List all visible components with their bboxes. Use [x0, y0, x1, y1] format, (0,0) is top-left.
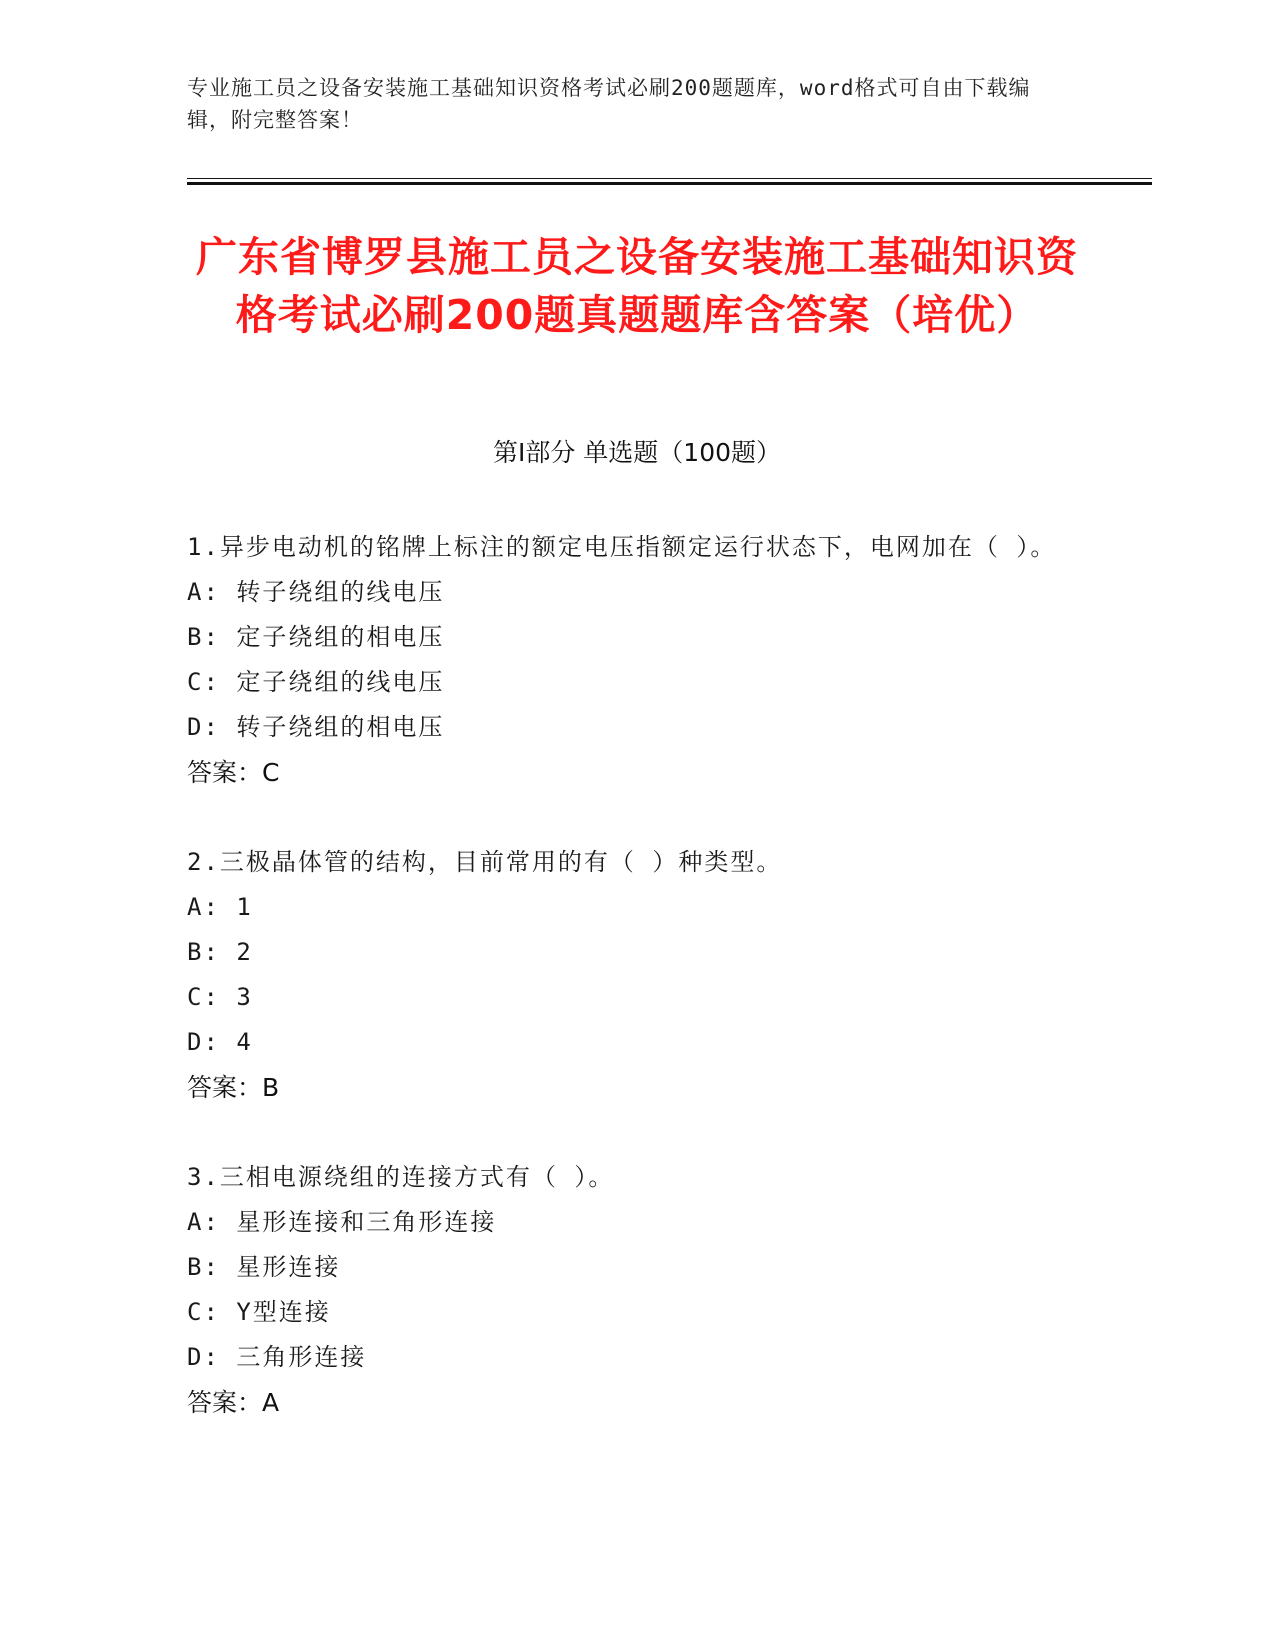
- question-3: [187, 1155, 1067, 1425]
- answer-value: B: [262, 1073, 280, 1102]
- header-note: 专业施工员之设备安装施工基础知识资格考试必刷200题题库，word格式可自由下载编辑，附完整答案！: [187, 76, 1031, 132]
- option-b: B: 2: [187, 938, 253, 966]
- option-d: D: 三角形连接: [187, 1343, 367, 1371]
- question-stem: 1.异步电动机的铭牌上标注的额定电压指额定运行状态下，电网加在（ ）。: [187, 533, 1057, 561]
- answer-value: A: [262, 1388, 280, 1417]
- answer-label: 答案：: [187, 1073, 263, 1102]
- option-c: C: Y型连接: [187, 1298, 331, 1326]
- header-divider-thick: [187, 182, 1152, 185]
- option-c: C: 定子绕组的线电压: [187, 668, 445, 696]
- document-title: 广东省博罗县施工员之设备安装施工基础知识资格考试必刷200题真题题库含答案（培优）: [196, 233, 1078, 339]
- question-1: [187, 525, 1067, 795]
- answer-value: C: [262, 758, 280, 787]
- option-a: A: 星形连接和三角形连接: [187, 1208, 497, 1236]
- answer-label: 答案：: [187, 1388, 263, 1417]
- answer-label: 答案：: [187, 758, 263, 787]
- option-b: B: 星形连接: [187, 1253, 341, 1281]
- question-stem: 2.三极晶体管的结构，目前常用的有（ ）种类型。: [187, 848, 783, 876]
- option-c: C: 3: [187, 983, 253, 1011]
- answer-line: [187, 1065, 1067, 1110]
- question-stem: 3.三相电源绕组的连接方式有（ ）。: [187, 1163, 615, 1191]
- section-title: 第Ⅰ部分 单选题（100题）: [492, 438, 782, 467]
- answer-line: [187, 750, 1067, 795]
- option-d: D: 4: [187, 1028, 253, 1056]
- option-a: A: 转子绕组的线电压: [187, 578, 445, 606]
- question-2: [187, 840, 1067, 1110]
- header-divider-thin: [187, 178, 1152, 179]
- option-a: A: 1: [187, 893, 253, 921]
- option-b: B: 定子绕组的相电压: [187, 623, 445, 651]
- question-list: [187, 525, 1067, 1470]
- option-d: D: 转子绕组的相电压: [187, 713, 445, 741]
- answer-line: [187, 1380, 1067, 1425]
